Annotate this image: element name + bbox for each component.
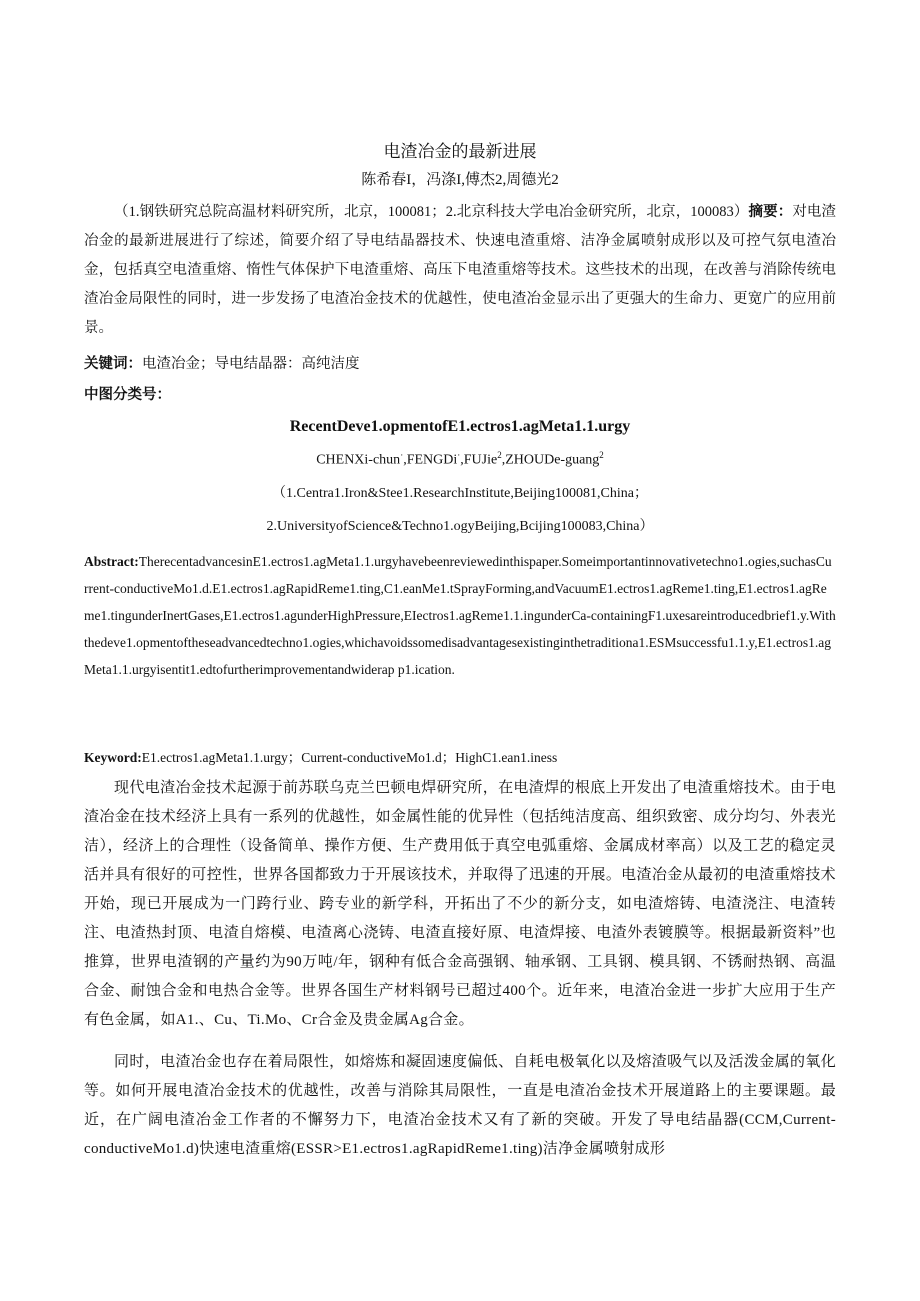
authors-cn: 陈希春I，冯涤I,傅杰2,周德光2 [361, 172, 559, 188]
author-en-4-sup: 2 [599, 450, 604, 460]
affiliation-en-line1: （1.Centra1.Iron&Stee1.ResearchInstitute,Beijing100081,China； [272, 486, 648, 501]
author-en-3: ,FUJie [460, 452, 498, 468]
author-en-4: ,ZHOUDe-guang [501, 452, 600, 468]
affiliation-abstract-cn [84, 198, 836, 343]
author-en-3-sup: 2 [497, 450, 502, 460]
keywords-cn [84, 352, 836, 376]
paper-title-cn: 电渣冶金的最新进展 [383, 142, 537, 162]
author-en-1-sup: · [400, 450, 404, 460]
abstract-en-label: Abstract: [84, 554, 139, 569]
author-en-2-sup: · [457, 450, 461, 460]
affiliation-cn: （1.钢铁研究总院高温材料研究所，北京，100081；2.北京科技大学电冶金研究所，北京，100083） [114, 204, 749, 220]
keywords-en [84, 746, 836, 770]
body-paragraph-1: 现代电渣冶金技术起源于前苏联乌克兰巴顿电焊研究所，在电渣焊的根底上开发出了电渣重熔技术。由于电渣冶金在技术经济上具有一系列的优越性，如金属性能的优异性（包括纯洁度高、组织致密、成分均匀、外表光洁），经济上的合理性（设备简单、操作方便、生产费用低于真空电弧重熔、金属成材率高）以及工艺的稳定灵活并具有很好的可控性，世界各国都致力于开展该技术，并取得了迅速的开展。电渣冶金从最初的电渣重熔技术开始，现已开展成为一门跨行业、跨专业的新学科，开拓出了不少的新分支，如电渣熔铸、电渣浇注、电渣转注、电渣热封顶、电渣自熔模、电渣离心浇铸、电渣直接好原、电渣焊接、电渣外表镀膜等。根据最新资料”也推算，世界电渣钢的产量约为90万吨/年，钢种有低合金高强钢、轴承钢、工具钢、模具钢、不锈耐热钢、高温合金、耐蚀合金和电热合金等。世界各国生产材料钢号已超过400个。近年来，电渣冶金进一步扩大应用于生产有色金属，如A1.、Cu、Ti.Mo、Cr合金及贵金属Ag合金。 [84, 780, 836, 1028]
keywords-cn-label: 关键词： [84, 356, 142, 372]
keywords-cn-text: 电渣冶金；导电结晶器：高纯洁度 [142, 356, 360, 372]
body-paragraph-2: 同时，电渣冶金也存在着局限性，如熔炼和凝固速度偏低、自耗电极氧化以及熔渣吸气以及活泼金属的氧化等。如何开展电渣冶金技术的优越性，改善与消除其局限性，一直是电渣冶金技术开展道路上的主要课题。最近，在广阔电渣冶金工作者的不懈努力下，电渣冶金技术又有了新的突破。开发了导电结晶器(CCM,Current-conductiveMo1.d)快速电渣重熔(ESSR>E1.ectros1.agRapidReme1.ting)洁净金属喷射成形 [84, 1054, 836, 1157]
authors-en [0, 450, 920, 469]
paper-title-en: RecentDeve1.opmentofE1.ectros1.agMeta1.1.urgy [289, 418, 631, 435]
keywords-en-text: E1.ectros1.agMeta1.1.urgy；Current-conductiveMo1.d；HighC1.ean1.iness [141, 750, 558, 765]
author-en-2: ,FENGDi [403, 452, 458, 468]
author-en-1: CHENXi-chun [316, 452, 401, 468]
keywords-en-label: Keyword: [84, 750, 142, 765]
affiliation-en-line2: 2.UniversityofScience&Techno1.ogyBeijing,Bcijing100083,China） [266, 519, 654, 534]
abstract-en [84, 548, 836, 683]
abstract-cn-label: 摘要： [748, 204, 793, 220]
clc-number [84, 383, 836, 407]
clc-label: 中图分类号： [84, 387, 171, 403]
abstract-en-text: TherecentadvancesinE1.ectros1.agMeta1.1.urgyhavebeenreviewedinthispaper.Someimportantinnovativetechno1.ogies,suchasCurrent-conductiveMo1.d.E1.ectros1.agRapidReme1.ting,C1.eanMe1.tSprayForming,andVacuumE1.ectros1.agReme1.ting,E1.ectros1.agReme1.tingunderInertGases,E1.ectros1.agunderHighPressure,EIectros1.agReme1.1.ingunderCa-containingF1.uxesareintroducedbrief1.y.Withthedeve1.opmentoftheseadvancedtechno1.ogies,whichavoidssomedisadvantagesexistinginthetraditiona1.ESMsuccessfu1.1.y,E1.ectros1.agMeta1.1.urgyisentit1.edtofurtherimprovementandwiderap p1.ication. [84, 554, 836, 677]
abstract-cn-text: 对电渣冶金的最新进展进行了综述，简要介绍了导电结晶器技术、快速电渣重熔、洁净金属喷射成形以及可控气氛电渣冶金，包括真空电渣重熔、惰性气体保护下电渣重熔、高压下电渣重熔等技术。这些技术的出现，在改善与消除传统电渣冶金局限性的同时，进一步发扬了电渣冶金技术的优越性，使电渣冶金显示出了更强大的生命力、更宽广的应用前景。 [84, 204, 837, 336]
